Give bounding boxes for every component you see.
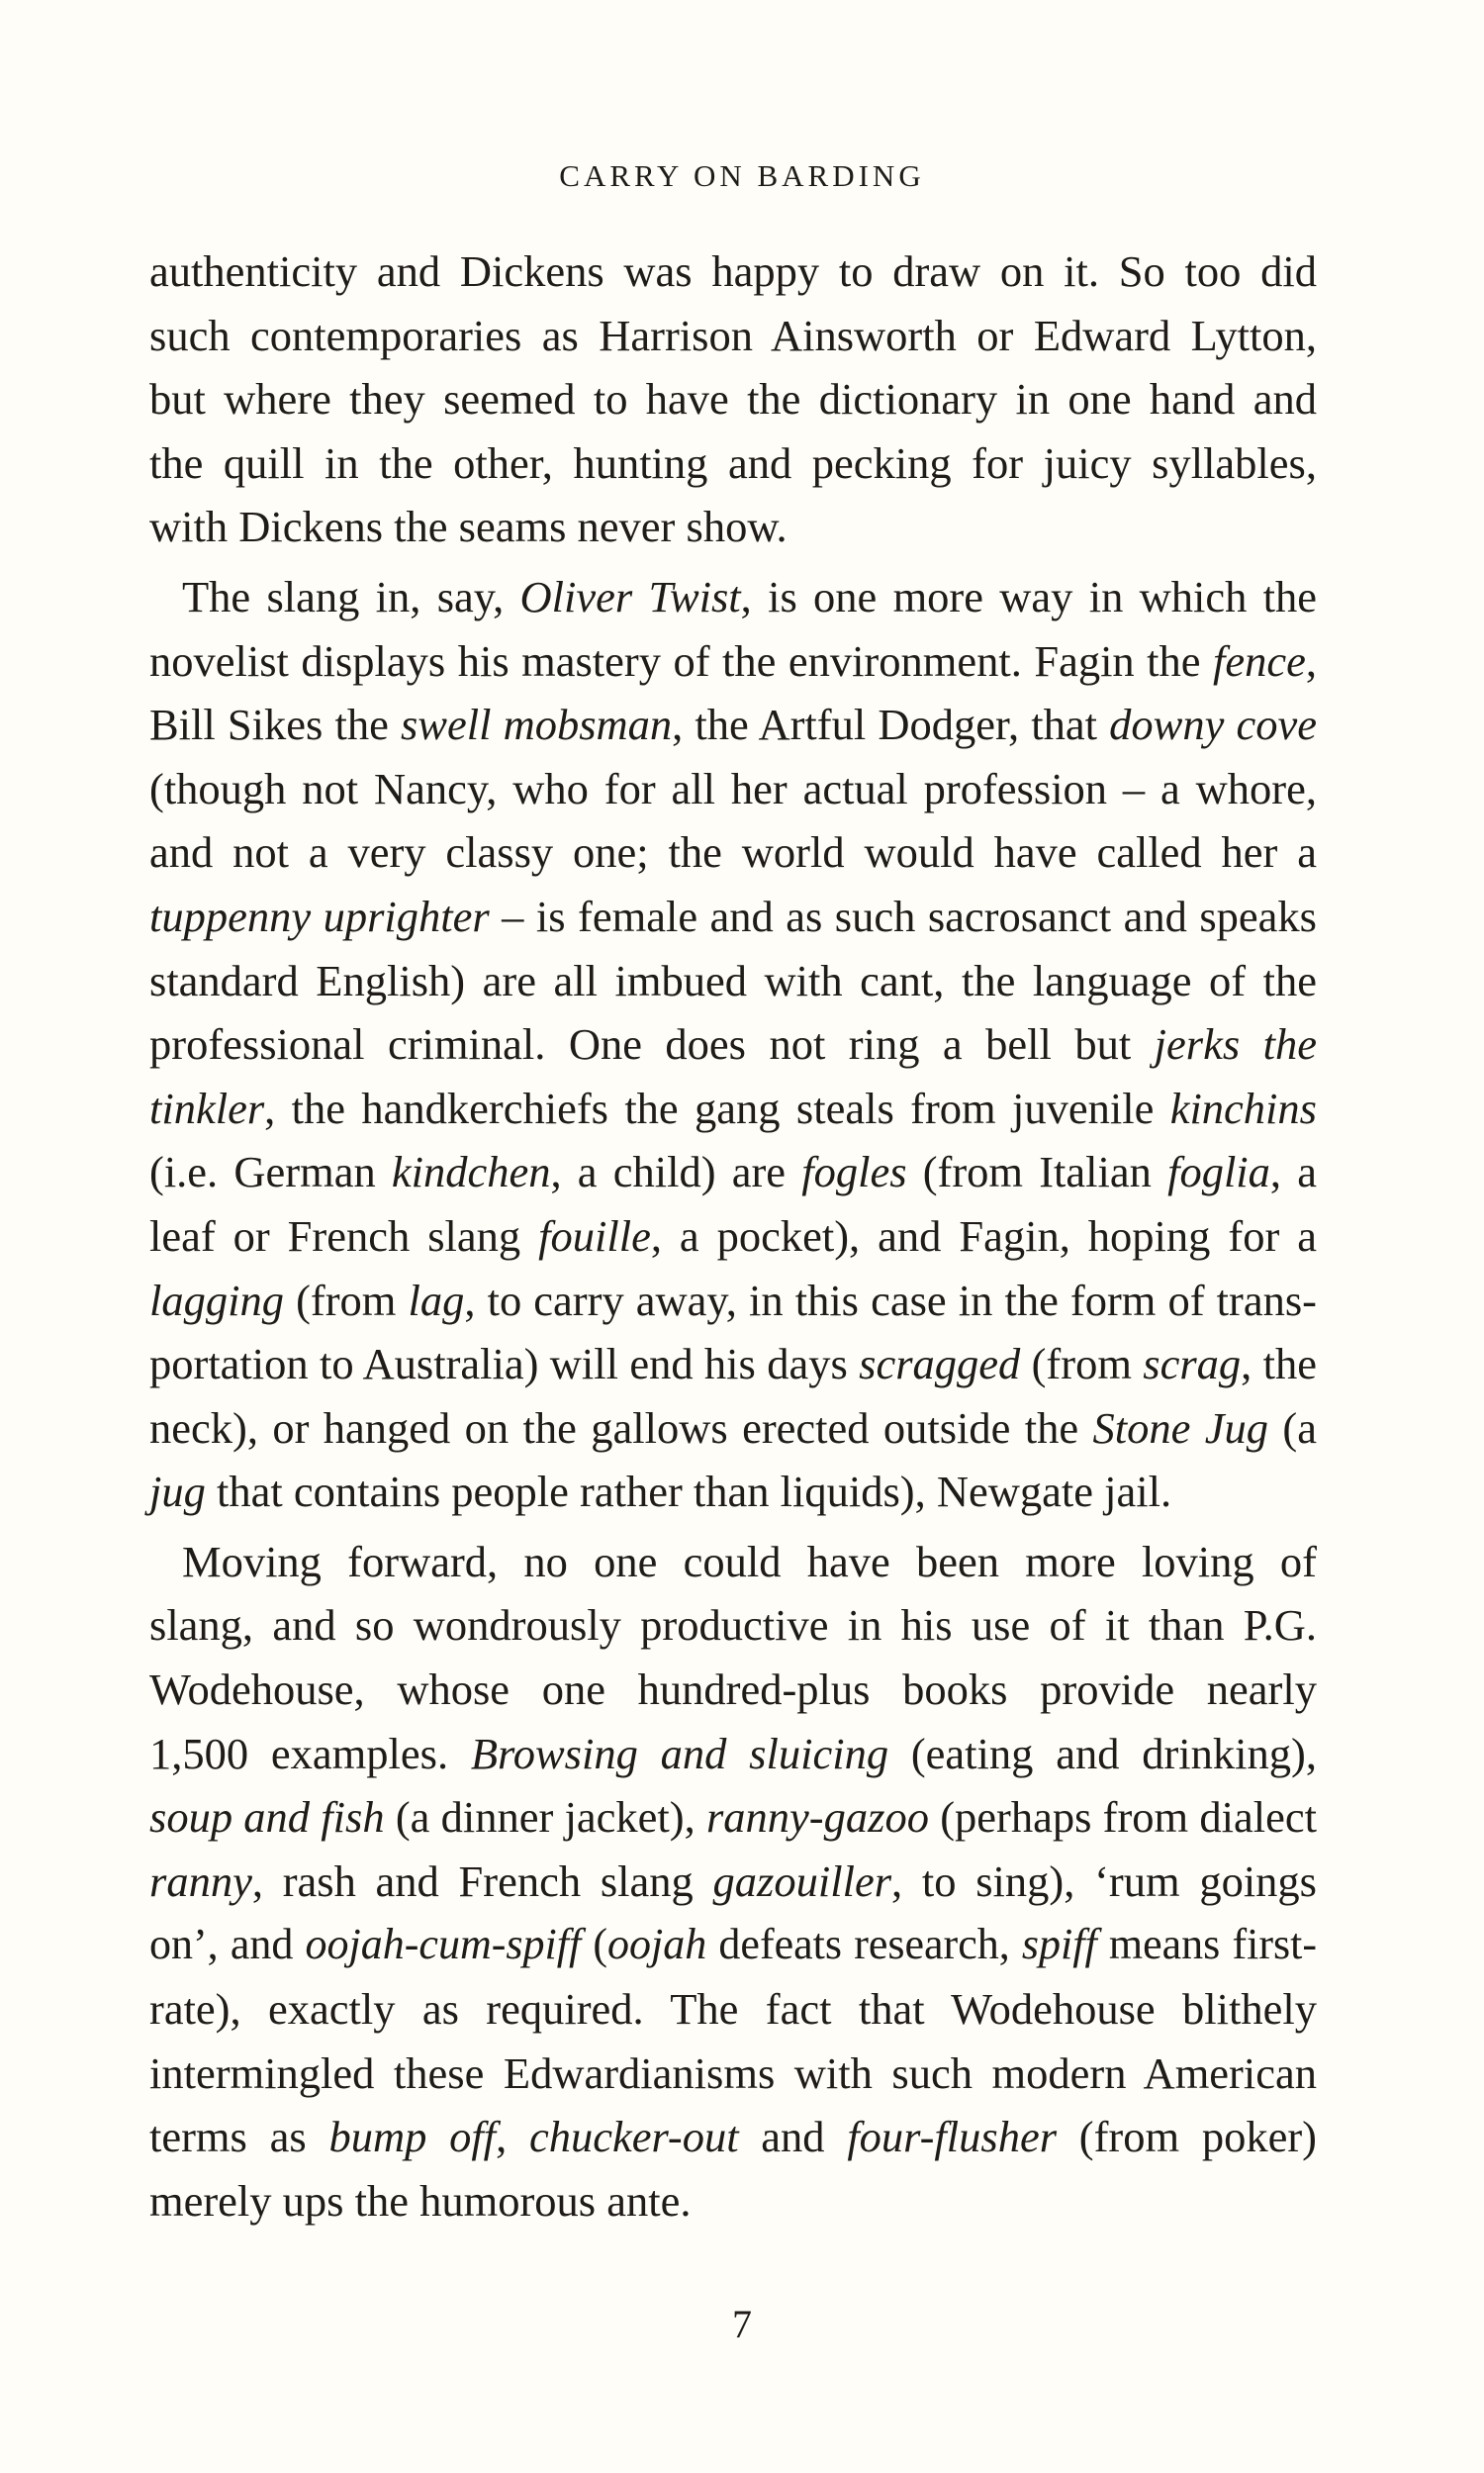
text-run: (a — [1268, 1402, 1317, 1453]
text-line — [149, 1913, 1317, 1977]
text-line — [149, 1977, 1317, 2042]
text-run: but where they seemed to have the dictionary in one hand and — [149, 374, 1317, 425]
text-line — [149, 1396, 1317, 1461]
text-run: , is one more way in which the — [740, 571, 1317, 621]
text-run: leaf or French slang — [149, 1210, 539, 1261]
italic-term: oojah-cum-spiff — [305, 1920, 582, 1969]
text-run: (perhaps from dialect — [928, 1792, 1317, 1843]
text-line — [149, 1722, 1317, 1786]
italic-term: four-flusher — [847, 2112, 1058, 2162]
text-run: , — [1305, 635, 1317, 686]
italic-term: jug — [149, 1467, 206, 1517]
text-run: , to sing), ‘rum goings — [891, 1855, 1317, 1906]
text-run: on’, and — [149, 1920, 306, 1969]
text-run: novelist displays his mastery of the environment. Fagin the — [149, 635, 1213, 686]
text-run: , rash and French slang — [251, 1855, 713, 1906]
italic-term: lagging — [149, 1275, 284, 1325]
text-line — [149, 2042, 1317, 2106]
italic-term: fogles — [801, 1147, 907, 1197]
italic-term: swell mobsman — [400, 700, 673, 750]
text-run: the quill in the other, hunting and pecking for juicy syllables, — [149, 437, 1317, 488]
text-run: (eating and drinking), — [888, 1728, 1317, 1778]
text-run: 1,500 examples. — [149, 1728, 471, 1778]
text-line — [149, 1269, 1317, 1333]
text-run: terms as — [149, 2112, 329, 2162]
italic-term: Browsing and sluicing — [470, 1728, 889, 1778]
text-run: Moving forward, no one could have been more loving of — [182, 1536, 1317, 1586]
text-line — [149, 1785, 1317, 1850]
text-line — [149, 693, 1317, 757]
italic-term: fence — [1213, 635, 1306, 686]
italic-term: tuppenny uprighter — [149, 891, 490, 941]
italic-term: foglia — [1167, 1147, 1270, 1197]
text-run: Wodehouse, whose one hundred-plus books provide nearly — [149, 1665, 1317, 1715]
text-line — [149, 1530, 1317, 1594]
italic-term: jerks the — [1154, 1019, 1318, 1070]
italic-term: gazouiller — [712, 1855, 892, 1906]
text-line — [149, 1332, 1317, 1396]
italic-term: downy cove — [1109, 700, 1317, 750]
text-run: , a — [1269, 1147, 1317, 1197]
paragraph — [149, 1530, 1317, 2234]
text-run: , a child) are — [550, 1147, 802, 1197]
italic-term: spiff — [1021, 1920, 1097, 1969]
text-run: , a pocket), and Fagin, hoping for a — [650, 1210, 1317, 1261]
italic-term: oojah — [607, 1920, 707, 1969]
text-line — [149, 1460, 1317, 1524]
italic-term: fouille — [538, 1210, 651, 1261]
text-run: Bill Sikes the — [149, 700, 401, 750]
text-run: (from poker) — [1057, 2112, 1317, 2162]
italic-term: scrag — [1143, 1339, 1242, 1389]
italic-term: kindchen — [391, 1147, 551, 1197]
text-line — [149, 239, 1317, 304]
text-line — [149, 1077, 1317, 1141]
text-run: authenticity and Dickens was happy to draw on it. So too did — [149, 246, 1317, 296]
italic-term: soup and fish — [149, 1792, 385, 1843]
text-line — [149, 367, 1317, 431]
text-run: merely ups the humorous ante. — [149, 2175, 692, 2226]
text-run: (from — [283, 1275, 409, 1325]
text-run: portation to Australia) will end his days — [149, 1339, 860, 1389]
page-number: 7 — [732, 2302, 752, 2346]
italic-term: chucker-out — [528, 2112, 739, 2162]
italic-term: ranny-gazoo — [705, 1792, 929, 1843]
text-run: and not a very classy one; the world would have called her a — [149, 827, 1317, 878]
text-line — [149, 304, 1317, 368]
text-run: professional criminal. One does not ring a bell but — [149, 1019, 1155, 1070]
text-run: neck), or hanged on the gallows erected outside the — [149, 1402, 1093, 1453]
text-run: , the Artful Dodger, that — [672, 700, 1110, 750]
text-run: The slang in, say, — [182, 571, 520, 621]
italic-term: kinchins — [1169, 1083, 1317, 1133]
text-line — [149, 495, 1317, 559]
italic-term: Oliver Twist — [519, 571, 741, 621]
italic-term: ranny — [149, 1855, 252, 1906]
text-line — [149, 2169, 1317, 2234]
text-line — [149, 431, 1317, 496]
text-line — [149, 820, 1317, 885]
text-run: , to carry away, in this case in the form of trans- — [464, 1275, 1317, 1325]
text-run: defeats research, — [706, 1920, 1022, 1969]
text-run: (a dinner jacket), — [384, 1792, 706, 1843]
text-run: that contains people rather than liquids), Newgate jail. — [205, 1467, 1172, 1517]
running-head: CARRY ON BARDING — [559, 158, 925, 193]
italic-term: tinkler — [149, 1083, 265, 1133]
text-run: , the — [1241, 1339, 1318, 1389]
text-line — [149, 2105, 1317, 2169]
text-run: , the handkerchiefs the gang steals from juvenile — [264, 1083, 1170, 1133]
text-line — [149, 885, 1317, 949]
text-line — [149, 1593, 1317, 1658]
text-line — [149, 1012, 1317, 1077]
text-run: standard English) are all imbued with cant, the language of the — [149, 955, 1317, 1005]
text-run: (from — [1020, 1339, 1144, 1389]
text-run: (i.e. German — [149, 1147, 392, 1197]
text-line — [149, 757, 1317, 821]
italic-term: scragged — [859, 1339, 1021, 1389]
text-run: – is female and as such sacrosanct and speaks — [489, 891, 1317, 941]
italic-term: bump off — [328, 2112, 497, 2162]
body-text — [149, 239, 1317, 2233]
text-run: (from Italian — [906, 1147, 1168, 1197]
text-line — [149, 1204, 1317, 1269]
text-line — [149, 565, 1317, 629]
text-run: slang, and so wondrously productive in his use of it than P.G. — [149, 1600, 1317, 1651]
text-line — [149, 1658, 1317, 1722]
text-run: , — [496, 2112, 529, 2162]
italic-term: lag — [408, 1275, 465, 1325]
text-run: and — [738, 2112, 848, 2162]
text-line — [149, 1850, 1317, 1914]
text-run: (though not Nancy, who for all her actual profession – a whore, — [149, 763, 1317, 813]
text-line — [149, 1140, 1317, 1204]
paragraph — [149, 239, 1317, 559]
text-run: rate), exactly as required. The fact that Wodehouse blithely — [149, 1984, 1317, 2035]
text-line — [149, 949, 1317, 1013]
text-run: such contemporaries as Harrison Ainsworth or Edward Lytton, — [149, 310, 1317, 360]
text-run: with Dickens the seams never show. — [149, 502, 788, 552]
text-run: ( — [581, 1920, 608, 1969]
italic-term: Stone Jug — [1092, 1402, 1269, 1453]
text-run: intermingled these Edwardianisms with such modern American — [149, 2047, 1317, 2098]
paragraph — [149, 565, 1317, 1524]
text-line — [149, 629, 1317, 694]
text-run: means first- — [1096, 1920, 1318, 1969]
